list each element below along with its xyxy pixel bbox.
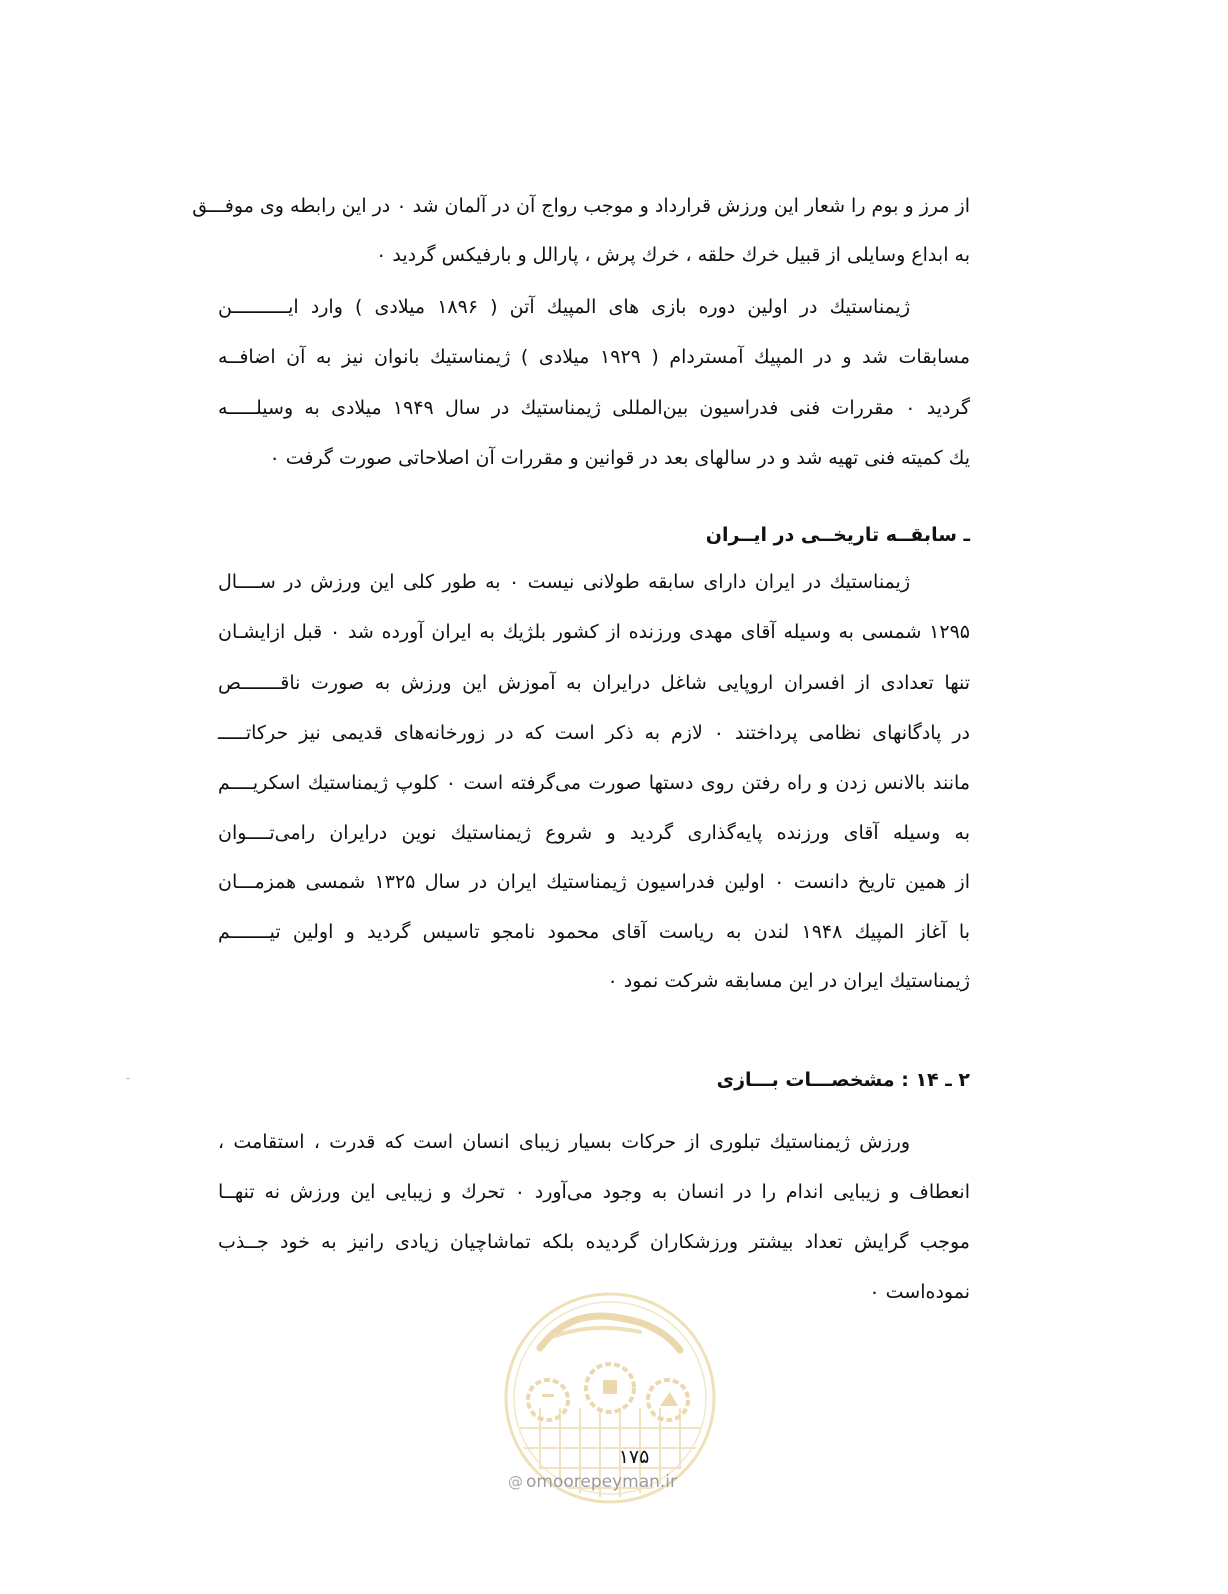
specs-line-4: نموده‌است ۰ — [869, 1281, 970, 1303]
history-line-9: ژیمناستیك ایران در این مسابقه شرکت نمود ۰ — [607, 970, 970, 992]
specs-line-2: انعطاف و زیبایی اندام را در انسان به وجود می‌آورد ۰ تحرك و زیبایی این ورزش نه تنهــا — [218, 1181, 970, 1203]
history-line-7: از همین تاریخ دانست ۰ اولین فدراسیون ژیمناستیك ایران در سال ۱۳۲۵ شمسی همزمـــان — [218, 871, 970, 893]
at-icon: @ — [508, 1473, 523, 1491]
specs-heading: ۲ ـ ۱۴ : مشخصـــات بـــازی — [716, 1069, 970, 1091]
history-line-2: ۱۲۹۵ شمسی به وسیله آقای مهدی ورزنده از کشور بلژیك به ایران آورده شد ۰ قبل ازایشـان — [218, 621, 970, 643]
specs-line-3: موجب گرایش تعداد بیشتر ورزشکاران گردیده بلکه تماشاچیان زیادی رانیز به خود جــذب — [218, 1231, 970, 1253]
page-number: ۱۷۵ — [618, 1446, 650, 1468]
history-line-4: در پادگانهای نظامی پرداختند ۰ لازم به ذکر است که در زورخانه‌های قدیمی نیز حرکاتـــــ — [218, 722, 970, 744]
website-watermark — [508, 1472, 708, 1492]
margin-mark — [126, 1078, 130, 1079]
history-heading: ـ سابقــه تاریخــی در ایــران — [705, 524, 970, 546]
olympic-line-2: مسابقات شد و در المپیك آمستردام ( ۱۹۲۹ میلادی ) ژیمناستیك بانوان نیز به آن اضافــه — [218, 346, 971, 368]
history-line-3: تنها تعدادی از افسران اروپایی شاغل درایران به آموزش این ورزش به صورت ناقـــــــص — [218, 672, 970, 694]
history-line-1: ژیمناستیك در ایران دارای سابقه طولانی نیست ۰ به طور کلی این ورزش در ســــال — [218, 571, 910, 593]
intro-line-2: به ابداع وسایلی از قبیل خرك حلقه ، خرك پرش ، پارالل و بارفیکس گردید ۰ — [376, 244, 970, 266]
specs-line-1: ورزش ژیمناستیك تبلوری از حرکات بسیار زیبای انسان است که قدرت ، استقامت ، — [218, 1131, 910, 1153]
intro-line-1: از مرز و بوم را شعار این ورزش قرارداد و موجب رواج آن در آلمان شد ۰ در این رابطه وی موفـــق — [192, 195, 970, 217]
olympic-line-3: گردید ۰ مقررات فنی فدراسیون بین‌المللی ژیمناستیك در سال ۱۹۴۹ میلادی به وسیلـــــه — [218, 397, 971, 419]
history-line-6: به وسیله آقای ورزنده پایه‌گذاری گردید و شروع ژیمناستیك نوین درایران رامی‌تــــوان — [218, 822, 970, 844]
olympic-line-1: ژیمناستیك در اولین دوره بازی های المپیك آتن ( ۱۸۹۶ میلادی ) وارد ایــــــــــن — [218, 296, 910, 318]
history-line-5: مانند بالانس زدن و راه رفتن روی دستها صورت می‌گرفته است ۰ کلوپ ژیمناستیك اسکریــــم — [218, 772, 970, 794]
history-line-8: با آغاز المپیك ۱۹۴۸ لندن به ریاست آقای محمود نامجو تاسیس گردید و اولین تیـــــــم — [218, 921, 970, 943]
olympic-line-4: یك کمیته فنی تهیه شد و در سالهای بعد در قوانین و مقررات آن اصلاحاتی صورت گرفت ۰ — [269, 447, 970, 469]
website-text: omoorepeyman.ir — [526, 1472, 678, 1492]
